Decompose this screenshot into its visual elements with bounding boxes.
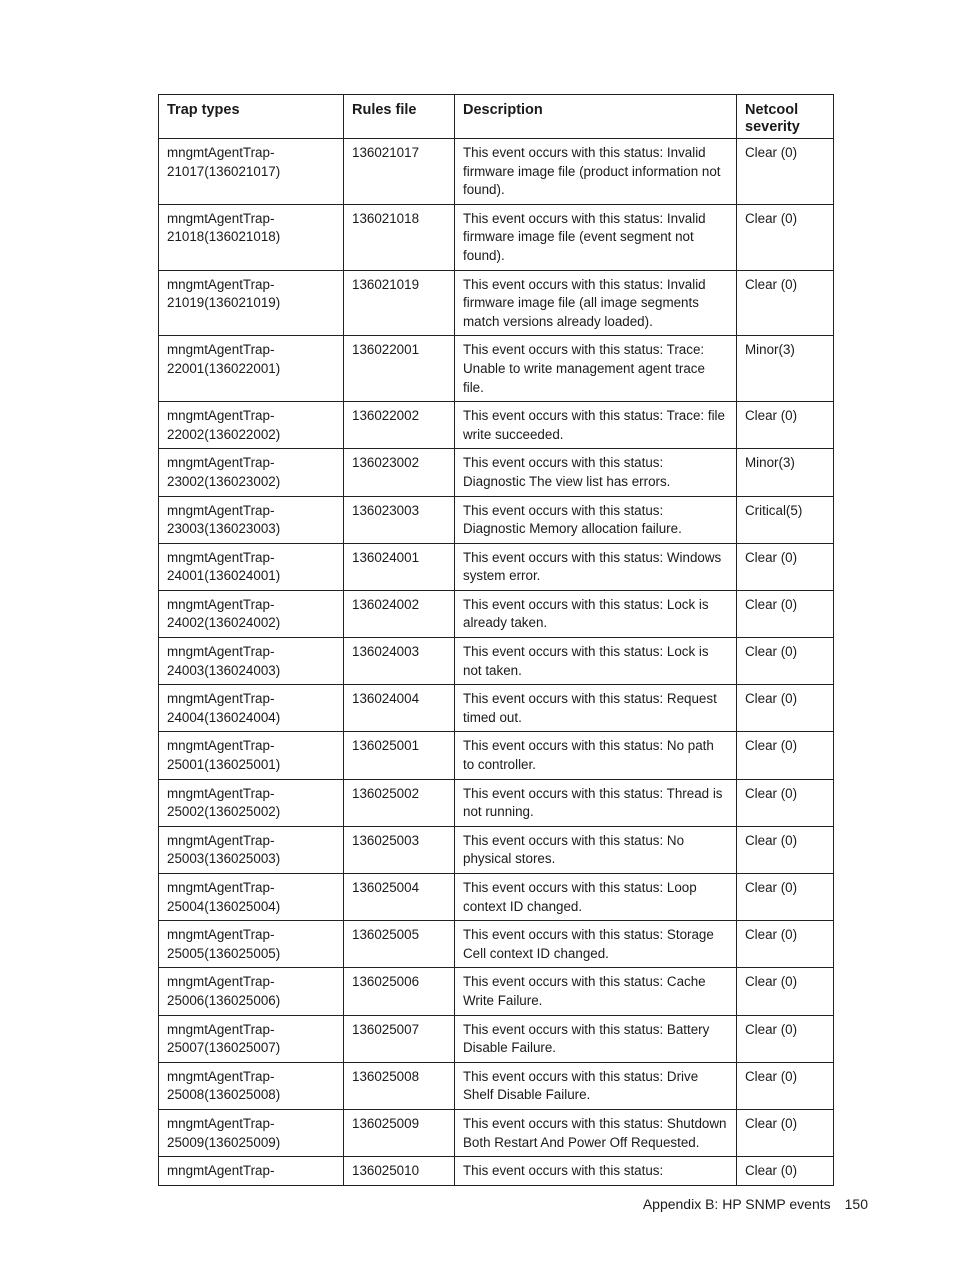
cell-rules-file: 136024003	[344, 638, 455, 685]
cell-rules-file: 136021017	[344, 139, 455, 205]
cell-description: This event occurs with this status: Windows system error.	[455, 543, 737, 590]
cell-rules-file: 136021018	[344, 204, 455, 270]
cell-description: This event occurs with this status: Diagnostic Memory allocation failure.	[455, 496, 737, 543]
cell-rules-file: 136025006	[344, 968, 455, 1015]
cell-netcool-severity: Clear (0)	[737, 826, 834, 873]
cell-trap-type: mngmtAgentTrap- 25008(136025008)	[159, 1062, 344, 1109]
cell-trap-type: mngmtAgentTrap- 21017(136021017)	[159, 139, 344, 205]
cell-netcool-severity: Clear (0)	[737, 1109, 834, 1156]
cell-trap-type: mngmtAgentTrap- 24003(136024003)	[159, 638, 344, 685]
cell-rules-file: 136025004	[344, 874, 455, 921]
cell-netcool-severity: Clear (0)	[737, 139, 834, 205]
cell-trap-type: mngmtAgentTrap- 22001(136022001)	[159, 336, 344, 402]
cell-description: This event occurs with this status: Thread is not running.	[455, 779, 737, 826]
table-row	[159, 402, 834, 449]
cell-trap-type: mngmtAgentTrap- 23002(136023002)	[159, 449, 344, 496]
snmp-trap-table	[158, 94, 834, 1186]
cell-description: This event occurs with this status: Lock is already taken.	[455, 590, 737, 637]
table-row	[159, 968, 834, 1015]
cell-netcool-severity: Clear (0)	[737, 685, 834, 732]
cell-rules-file: 136025007	[344, 1015, 455, 1062]
page-number: 150	[844, 1196, 868, 1212]
table-row	[159, 1015, 834, 1062]
cell-trap-type: mngmtAgentTrap- 21019(136021019)	[159, 270, 344, 336]
cell-netcool-severity: Clear (0)	[737, 1157, 834, 1186]
table-row	[159, 685, 834, 732]
cell-description: This event occurs with this status: Shutdown Both Restart And Power Off Requested.	[455, 1109, 737, 1156]
cell-description: This event occurs with this status: Diagnostic The view list has errors.	[455, 449, 737, 496]
cell-description: This event occurs with this status: Invalid firmware image file (event segment not found).	[455, 204, 737, 270]
table-row	[159, 449, 834, 496]
cell-trap-type: mngmtAgentTrap- 25001(136025001)	[159, 732, 344, 779]
cell-trap-type: mngmtAgentTrap- 25005(136025005)	[159, 921, 344, 968]
table-row	[159, 496, 834, 543]
cell-netcool-severity: Clear (0)	[737, 204, 834, 270]
table-row	[159, 543, 834, 590]
table-row	[159, 590, 834, 637]
cell-description: This event occurs with this status: No path to controller.	[455, 732, 737, 779]
cell-description: This event occurs with this status:	[455, 1157, 737, 1186]
table-row	[159, 732, 834, 779]
table-row	[159, 1062, 834, 1109]
header-rules-file: Rules file	[344, 95, 455, 139]
table-body	[159, 139, 834, 1186]
cell-description: This event occurs with this status: Lock is not taken.	[455, 638, 737, 685]
cell-description: This event occurs with this status: Storage Cell context ID changed.	[455, 921, 737, 968]
cell-trap-type: mngmtAgentTrap- 23003(136023003)	[159, 496, 344, 543]
cell-trap-type: mngmtAgentTrap- 25002(136025002)	[159, 779, 344, 826]
cell-rules-file: 136024001	[344, 543, 455, 590]
table-row	[159, 779, 834, 826]
cell-description: This event occurs with this status: Cache Write Failure.	[455, 968, 737, 1015]
cell-netcool-severity: Clear (0)	[737, 543, 834, 590]
cell-netcool-severity: Clear (0)	[737, 921, 834, 968]
cell-netcool-severity: Clear (0)	[737, 590, 834, 637]
table-row	[159, 1157, 834, 1186]
header-netcool-severity: Netcool severity	[737, 95, 834, 139]
table-row	[159, 1109, 834, 1156]
cell-netcool-severity: Clear (0)	[737, 874, 834, 921]
cell-description: This event occurs with this status: Invalid firmware image file (all image segments match versions already loaded).	[455, 270, 737, 336]
cell-trap-type: mngmtAgentTrap- 22002(136022002)	[159, 402, 344, 449]
table-row	[159, 270, 834, 336]
cell-netcool-severity: Minor(3)	[737, 336, 834, 402]
cell-rules-file: 136022002	[344, 402, 455, 449]
cell-rules-file: 136025001	[344, 732, 455, 779]
cell-trap-type: mngmtAgentTrap-	[159, 1157, 344, 1186]
cell-rules-file: 136021019	[344, 270, 455, 336]
cell-description: This event occurs with this status: Battery Disable Failure.	[455, 1015, 737, 1062]
cell-description: This event occurs with this status: Request timed out.	[455, 685, 737, 732]
table-row	[159, 921, 834, 968]
cell-netcool-severity: Clear (0)	[737, 1062, 834, 1109]
cell-rules-file: 136025008	[344, 1062, 455, 1109]
table-row	[159, 204, 834, 270]
cell-trap-type: mngmtAgentTrap- 24004(136024004)	[159, 685, 344, 732]
cell-trap-type: mngmtAgentTrap- 24002(136024002)	[159, 590, 344, 637]
cell-trap-type: mngmtAgentTrap- 25009(136025009)	[159, 1109, 344, 1156]
table-header-row	[159, 95, 834, 139]
header-trap-types: Trap types	[159, 95, 344, 139]
cell-trap-type: mngmtAgentTrap- 25003(136025003)	[159, 826, 344, 873]
page-footer	[643, 1195, 868, 1213]
table-row	[159, 139, 834, 205]
table-row	[159, 874, 834, 921]
cell-rules-file: 136025002	[344, 779, 455, 826]
cell-trap-type: mngmtAgentTrap- 25004(136025004)	[159, 874, 344, 921]
cell-netcool-severity: Clear (0)	[737, 1015, 834, 1062]
cell-netcool-severity: Clear (0)	[737, 968, 834, 1015]
cell-trap-type: mngmtAgentTrap- 24001(136024001)	[159, 543, 344, 590]
cell-netcool-severity: Clear (0)	[737, 402, 834, 449]
cell-description: This event occurs with this status: Drive Shelf Disable Failure.	[455, 1062, 737, 1109]
cell-description: This event occurs with this status: Loop context ID changed.	[455, 874, 737, 921]
header-description: Description	[455, 95, 737, 139]
cell-rules-file: 136025003	[344, 826, 455, 873]
cell-netcool-severity: Clear (0)	[737, 779, 834, 826]
cell-rules-file: 136025005	[344, 921, 455, 968]
cell-description: This event occurs with this status: Trace: Unable to write management agent trace file.	[455, 336, 737, 402]
cell-trap-type: mngmtAgentTrap- 25006(136025006)	[159, 968, 344, 1015]
cell-trap-type: mngmtAgentTrap- 21018(136021018)	[159, 204, 344, 270]
cell-rules-file: 136023002	[344, 449, 455, 496]
cell-netcool-severity: Clear (0)	[737, 270, 834, 336]
cell-rules-file: 136023003	[344, 496, 455, 543]
table-row	[159, 638, 834, 685]
cell-description: This event occurs with this status: Invalid firmware image file (product information not found).	[455, 139, 737, 205]
table-row	[159, 336, 834, 402]
cell-trap-type: mngmtAgentTrap- 25007(136025007)	[159, 1015, 344, 1062]
footer-section-title: Appendix B: HP SNMP events	[642, 1196, 831, 1212]
cell-netcool-severity: Clear (0)	[737, 732, 834, 779]
table-row	[159, 826, 834, 873]
cell-rules-file: 136022001	[344, 336, 455, 402]
cell-netcool-severity: Minor(3)	[737, 449, 834, 496]
cell-description: This event occurs with this status: No physical stores.	[455, 826, 737, 873]
cell-rules-file: 136024002	[344, 590, 455, 637]
cell-rules-file: 136024004	[344, 685, 455, 732]
cell-description: This event occurs with this status: Trace: file write succeeded.	[455, 402, 737, 449]
cell-rules-file: 136025009	[344, 1109, 455, 1156]
cell-rules-file: 136025010	[344, 1157, 455, 1186]
cell-netcool-severity: Critical(5)	[737, 496, 834, 543]
cell-netcool-severity: Clear (0)	[737, 638, 834, 685]
